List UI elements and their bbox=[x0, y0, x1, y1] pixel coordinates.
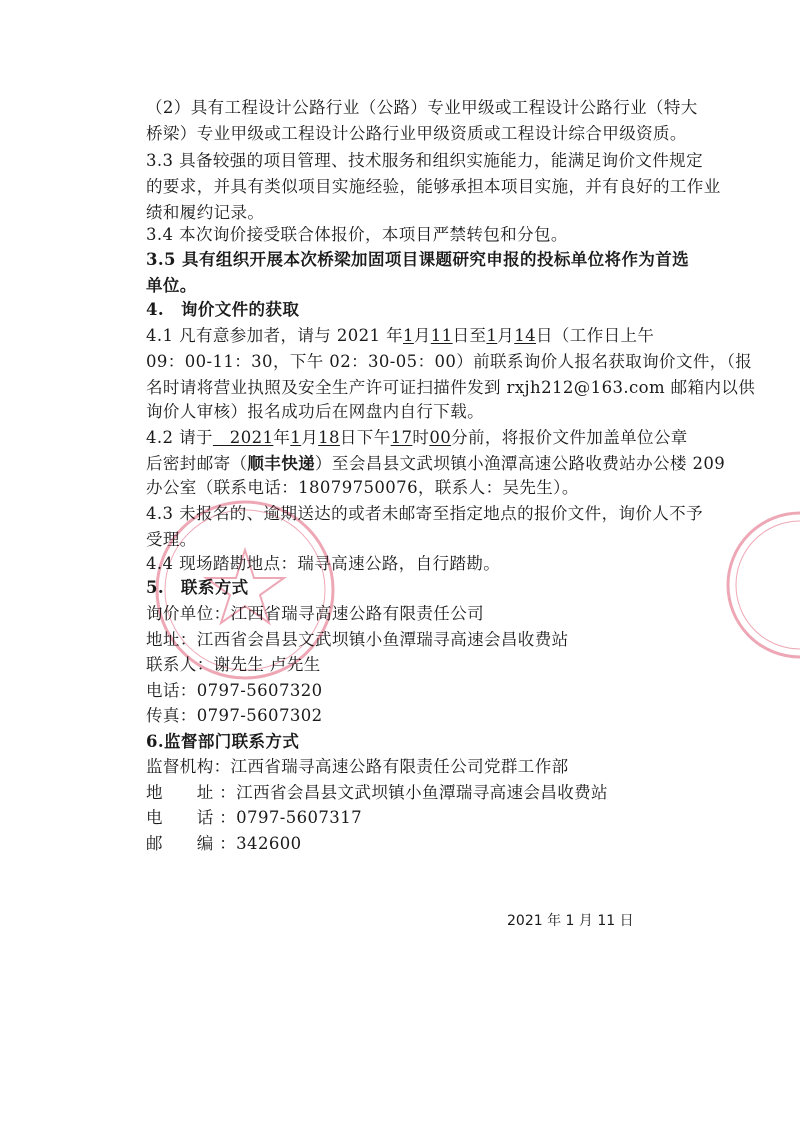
para-line: 单位。 bbox=[146, 276, 197, 295]
para-line: 询价人审核）报名成功后在网盘内自行下载。 bbox=[146, 402, 484, 421]
para-line: 4.4 现场踏勘地点：瑞寻高速公路，自行踏勘。 bbox=[146, 554, 501, 573]
para-line: 办公室（联系电话：18079750076，联系人：吴先生）。 bbox=[146, 478, 579, 497]
para-line: 名时请将营业执照及安全生产许可证扫描件发到 rxjh212@163.com 邮箱内以供 bbox=[146, 378, 756, 397]
para-line: 绩和履约记录。 bbox=[146, 203, 265, 222]
para-line: 的要求，并具有类似项目实施经验，能够承担本项目实施，并有良好的工作业 bbox=[146, 177, 721, 196]
para-line: 3.5 具有组织开展本次桥梁加固项目课题研究申报的投标单位将作为首选 bbox=[146, 250, 690, 269]
para-line: 桥梁）专业甲级或工程设计公路行业甲级资质或工程设计综合甲级资质。 bbox=[146, 124, 687, 143]
para-line: 09：00-11：30，下午 02：30-05：00）前联系询价人报名获取询价文件，（报 bbox=[146, 352, 753, 371]
month-value: 1 bbox=[290, 428, 302, 447]
minute-value: 00 bbox=[429, 428, 452, 447]
courier-name: 顺丰快递 bbox=[247, 454, 316, 473]
document-date: 2021 年 1 月 11 日 bbox=[507, 913, 634, 929]
text-span: 后密封邮寄（ bbox=[146, 454, 248, 473]
section-heading: 5. 联系方式 bbox=[146, 578, 249, 597]
text-span: 日下午 bbox=[339, 428, 391, 447]
month-value: 1 bbox=[486, 326, 498, 345]
supervision-line: 电 话 ：0797-5607317 bbox=[146, 808, 362, 827]
text-span: 日（工作日上午 bbox=[536, 326, 655, 345]
day-value: 11 bbox=[430, 326, 453, 345]
text-span: 年 bbox=[273, 428, 291, 447]
para-line bbox=[146, 428, 688, 448]
month-value: 1 bbox=[402, 326, 414, 345]
text-span: 分前，将报价文件加盖单位公章 bbox=[451, 428, 688, 447]
text-span: 月 bbox=[301, 428, 319, 447]
contact-line: 传真：0797-5607302 bbox=[146, 706, 323, 725]
para-line: 受理。 bbox=[146, 530, 197, 549]
section-heading: 4. 询价文件的获取 bbox=[146, 300, 300, 319]
text-span: 日至 bbox=[452, 326, 487, 345]
text-span: 时 bbox=[412, 428, 430, 447]
text-span: 4.1 凡有意参加者，请与 2021 年 bbox=[146, 326, 403, 345]
para-line: 4.3 未报名的、逾期送达的或者未邮寄至指定地点的报价文件，询价人不予 bbox=[146, 504, 703, 523]
day-value: 18 bbox=[318, 428, 340, 447]
contact-line: 询价单位：江西省瑞寻高速公路有限责任公司 bbox=[146, 604, 484, 623]
day-value: 14 bbox=[514, 326, 536, 345]
contact-line: 地址：江西省会昌县文武坝镇小鱼潭瑞寻高速会昌收费站 bbox=[146, 630, 569, 649]
para-line bbox=[146, 454, 725, 474]
supervision-line: 邮 编 ：342600 bbox=[146, 834, 302, 853]
text-span: 月 bbox=[497, 326, 515, 345]
text-span: 月 bbox=[413, 326, 431, 345]
contact-line: 电话：0797-5607320 bbox=[146, 681, 323, 700]
text-span: 4.2 请于 bbox=[146, 428, 213, 447]
edge-seal-stamp bbox=[705, 505, 800, 665]
year-value: 2021 bbox=[212, 428, 274, 447]
para-line: 3.3 具备较强的项目管理、技术服务和组织实施能力，能满足询价文件规定 bbox=[146, 151, 703, 170]
hour-value: 17 bbox=[390, 428, 413, 447]
para-line: （2）具有工程设计公路行业（公路）专业甲级或工程设计公路行业（特大 bbox=[146, 98, 698, 117]
contact-line: 联系人：谢先生 卢先生 bbox=[146, 655, 321, 674]
section-heading: 6.监督部门联系方式 bbox=[146, 732, 300, 751]
text-span: ）至会昌县文武坝镇小渔潭高速公路收费站办公楼 209 bbox=[315, 454, 726, 473]
para-line bbox=[146, 326, 654, 346]
para-line: 3.4 本次询价接受联合体报价，本项目严禁转包和分包。 bbox=[146, 225, 568, 244]
supervision-line: 地 址 ：江西省会昌县文武坝镇小鱼潭瑞寻高速会昌收费站 bbox=[146, 783, 608, 802]
supervision-line: 监督机构：江西省瑞寻高速公路有限责任公司党群工作部 bbox=[146, 757, 569, 776]
